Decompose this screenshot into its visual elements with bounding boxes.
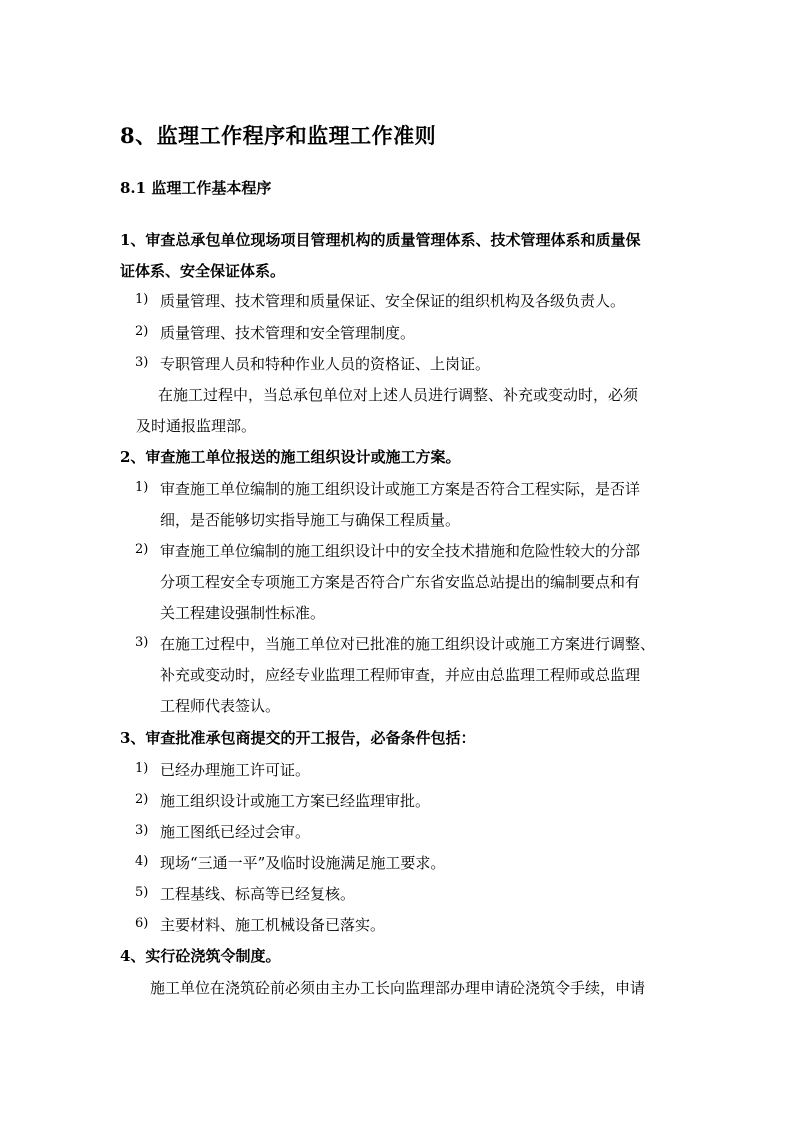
- list-item-text: 施工图纸已经过会审。: [160, 823, 311, 841]
- list-item-text: 分项工程安全专项施工方案是否符合广东省安监总站提出的编制要点和有: [160, 573, 641, 591]
- list-item-text: 补充或变动时，应经专业监理工程师审查，并应由总监理工程师或总监理: [160, 666, 641, 684]
- list-item-number: 3): [135, 635, 149, 650]
- list-item-text: 关工程建设强制性标准。: [160, 604, 326, 622]
- list-item-text: 专职管理人员和特种作业人员的资格证、上岗证。: [160, 355, 491, 373]
- list-item-number: 1): [135, 761, 149, 776]
- list-item-number: 4): [135, 854, 149, 869]
- list-item-number: 3): [135, 823, 149, 838]
- section-1-heading-line-1: 1、审查总承包单位现场项目管理机构的质量管理体系、技术管理体系和质量保: [120, 231, 641, 249]
- list-item-text: 工程师代表签认。: [160, 697, 281, 715]
- list-item-text: 在施工过程中，当施工单位对已批准的施工组织设计或施工方案进行调整、: [160, 635, 656, 653]
- list-item-text: 现场“三通一平”及临时设施满足施工要求。: [160, 854, 446, 872]
- paragraph-line: 及时通报监理部。: [136, 417, 257, 435]
- paragraph-line: 在施工过程中，当总承包单位对上述人员进行调整、补充或变动时，必须: [158, 386, 639, 404]
- list-item-number: 5): [135, 885, 149, 900]
- list-item-text: 审查施工单位编制的施工组织设计中的安全技术措施和危险性较大的分部: [160, 542, 641, 560]
- list-item-text: 质量管理、技术管理和安全管理制度。: [160, 324, 416, 342]
- list-item-number: 1): [135, 292, 149, 307]
- list-item-text: 审查施工单位编制的施工组织设计或施工方案是否符合工程实际，是否详: [160, 480, 641, 498]
- list-item-text: 细，是否能够切实指导施工与确保工程质量。: [160, 511, 461, 529]
- list-item-number: 1): [135, 480, 149, 495]
- section-1-heading-line-2: 证体系、安全保证体系。: [120, 262, 286, 280]
- list-item-number: 6): [135, 916, 149, 931]
- list-item-text: 施工组织设计或施工方案已经监理审批。: [160, 792, 431, 810]
- section-3-heading: 3、审查批准承包商提交的开工报告，必备条件包括：: [120, 729, 476, 747]
- section-subtitle: 8.1 监理工作基本程序: [120, 179, 272, 197]
- list-item-text: 工程基线、标高等已经复核。: [160, 885, 356, 903]
- section-4-heading: 4、实行砼浇筑令制度。: [120, 947, 281, 965]
- paragraph-line: 施工单位在浇筑砼前必须由主办工长向监理部办理申请砼浇筑令手续，申请: [150, 979, 646, 997]
- list-item-number: 3): [135, 355, 149, 370]
- list-item-number: 2): [135, 792, 149, 807]
- list-item-number: 2): [135, 324, 149, 339]
- page-title: 8、监理工作程序和监理工作准则: [120, 123, 437, 148]
- section-2-heading: 2、审查施工单位报送的施工组织设计或施工方案。: [120, 448, 461, 466]
- list-item-text: 质量管理、技术管理和质量保证、安全保证的组织机构及各级负责人。: [160, 292, 626, 310]
- list-item-text: 已经办理施工许可证。: [160, 761, 311, 779]
- list-item-text: 主要材料、施工机械设备已落实。: [160, 916, 386, 934]
- list-item-number: 2): [135, 542, 149, 557]
